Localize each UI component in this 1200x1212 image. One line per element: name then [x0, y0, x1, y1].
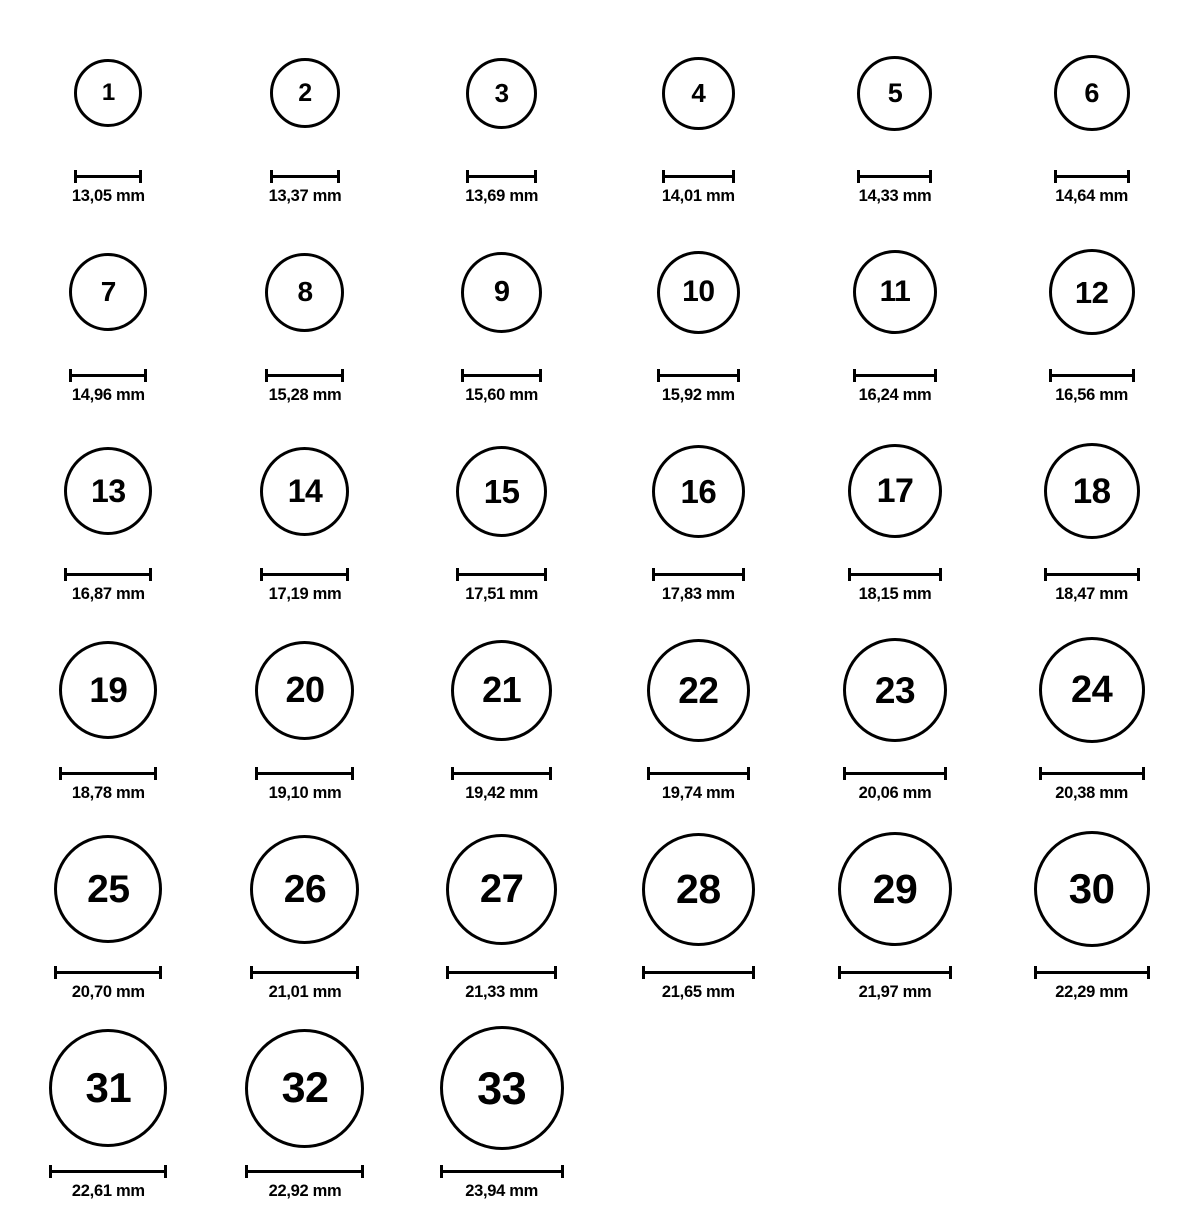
measure-cap-left	[49, 1165, 52, 1178]
diameter-measure-bar	[466, 170, 537, 182]
measure-cap-left	[64, 568, 67, 581]
ring-size-item	[265, 217, 344, 405]
ring-circle	[74, 59, 142, 127]
ring-size-item	[853, 217, 937, 405]
ring-size-number: 19	[89, 670, 128, 710]
measure-cap-left	[838, 966, 841, 979]
measure-cap-left	[250, 966, 253, 979]
diameter-label: 16,24 mm	[858, 386, 932, 404]
measure-cap-right	[154, 767, 157, 780]
measure-line	[662, 175, 735, 178]
ring-size-item	[1034, 814, 1150, 1002]
ring-size-item	[59, 615, 157, 803]
measure-cap-right	[346, 568, 349, 581]
measure-cap-left	[652, 568, 655, 581]
ring-circle	[1049, 249, 1135, 335]
ring-circle	[1054, 55, 1130, 131]
diameter-measure-bar	[848, 568, 942, 580]
diameter-measure-bar	[265, 369, 344, 381]
ring-circle	[69, 253, 147, 331]
ring-size-number: 10	[682, 275, 715, 308]
measure-line	[848, 573, 942, 576]
measure-line	[1034, 971, 1150, 974]
measure-cap-right	[164, 1165, 167, 1178]
ring-circle	[440, 1026, 564, 1150]
measure-line	[461, 374, 542, 377]
ring-circle-wrap	[446, 814, 557, 964]
measure-line	[843, 772, 947, 775]
ring-size-item	[642, 814, 755, 1002]
diameter-label: 23,94 mm	[465, 1182, 539, 1200]
diameter-label: 21,97 mm	[858, 983, 932, 1001]
ring-size-number: 6	[1084, 77, 1099, 108]
ring-circle	[1039, 637, 1145, 743]
diameter-label: 19,42 mm	[465, 784, 539, 802]
ring-size-number: 16	[680, 472, 717, 510]
ring-circle-wrap	[260, 416, 349, 566]
measure-cap-right	[939, 568, 942, 581]
ring-size-number: 13	[91, 473, 126, 509]
measure-cap-left	[260, 568, 263, 581]
ring-size-item	[451, 615, 552, 803]
measure-line	[838, 971, 952, 974]
measure-cap-left	[461, 369, 464, 382]
ring-size-number: 20	[285, 669, 325, 710]
measure-cap-right	[539, 369, 542, 382]
diameter-label: 20,70 mm	[71, 983, 145, 1001]
measure-cap-left	[265, 369, 268, 382]
diameter-label: 15,92 mm	[661, 386, 735, 404]
measure-cap-right	[337, 170, 340, 183]
measure-cap-right	[561, 1165, 564, 1178]
ring-circle	[647, 639, 750, 742]
measure-line	[64, 573, 152, 576]
diameter-measure-bar	[1054, 170, 1130, 182]
diameter-label: 14,33 mm	[858, 187, 932, 205]
diameter-measure-bar	[74, 170, 142, 182]
measure-cap-left	[69, 369, 72, 382]
measure-cap-left	[446, 966, 449, 979]
ring-circle-wrap	[461, 217, 542, 367]
measure-cap-left	[54, 966, 57, 979]
measure-cap-left	[270, 170, 273, 183]
measure-cap-left	[466, 170, 469, 183]
diameter-label: 16,56 mm	[1055, 386, 1129, 404]
ring-circle	[54, 835, 162, 943]
measure-cap-left	[1049, 369, 1052, 382]
ring-size-number: 31	[85, 1064, 132, 1111]
ring-size-item	[461, 217, 542, 405]
diameter-measure-bar	[49, 1165, 167, 1177]
ring-circle-wrap	[1044, 416, 1140, 566]
ring-size-number: 2	[298, 78, 312, 107]
measure-line	[255, 772, 354, 775]
ring-circle-wrap	[1054, 18, 1130, 168]
diameter-measure-bar	[857, 170, 932, 182]
ring-size-item	[72, 18, 145, 206]
ring-circle-wrap	[843, 615, 947, 765]
measure-cap-right	[737, 369, 740, 382]
ring-circle	[456, 446, 547, 537]
measure-cap-right	[554, 966, 557, 979]
diameter-measure-bar	[642, 966, 755, 978]
ring-circle	[857, 56, 932, 131]
measure-cap-right	[341, 369, 344, 382]
ring-size-number: 23	[874, 669, 916, 711]
measure-line	[466, 175, 537, 178]
diameter-measure-bar	[647, 767, 750, 779]
diameter-label: 13,69 mm	[465, 187, 539, 205]
diameter-measure-bar	[1049, 369, 1135, 381]
diameter-measure-bar	[843, 767, 947, 779]
ring-circle	[245, 1029, 364, 1148]
measure-cap-right	[144, 369, 147, 382]
measure-line	[857, 175, 932, 178]
ring-size-grid	[10, 18, 1190, 1212]
measure-cap-left	[857, 170, 860, 183]
ring-size-item	[657, 217, 740, 405]
ring-size-number: 14	[287, 473, 323, 509]
measure-cap-left	[451, 767, 454, 780]
diameter-label: 19,10 mm	[268, 784, 342, 802]
measure-cap-right	[549, 767, 552, 780]
measure-line	[265, 374, 344, 377]
ring-size-number: 27	[479, 867, 524, 911]
measure-cap-right	[356, 966, 359, 979]
diameter-measure-bar	[255, 767, 354, 779]
diameter-measure-bar	[270, 170, 340, 182]
ring-size-number: 26	[283, 867, 327, 911]
ring-size-item	[64, 416, 152, 604]
ring-size-item	[255, 615, 354, 803]
diameter-label: 21,65 mm	[661, 983, 735, 1001]
measure-cap-left	[647, 767, 650, 780]
ring-size-number: 28	[676, 865, 721, 912]
diameter-label: 21,01 mm	[268, 983, 342, 1001]
ring-size-item	[54, 814, 162, 1002]
diameter-measure-bar	[245, 1165, 364, 1177]
measure-cap-left	[255, 767, 258, 780]
ring-size-number: 7	[100, 276, 116, 307]
ring-size-number: 12	[1074, 274, 1109, 310]
diameter-measure-bar	[657, 369, 740, 381]
measure-line	[446, 971, 557, 974]
ring-size-number: 32	[281, 1063, 329, 1112]
ring-size-number: 29	[872, 865, 918, 912]
ring-circle-wrap	[255, 615, 354, 765]
ring-circle	[270, 58, 340, 128]
diameter-label: 21,33 mm	[465, 983, 539, 1001]
measure-cap-right	[351, 767, 354, 780]
measure-line	[657, 374, 740, 377]
measure-cap-left	[1054, 170, 1057, 183]
ring-circle	[848, 444, 942, 538]
diameter-measure-bar	[456, 568, 547, 580]
ring-size-number: 5	[887, 77, 903, 108]
diameter-measure-bar	[59, 767, 157, 779]
ring-size-item	[652, 416, 745, 604]
ring-circle	[250, 835, 359, 944]
ring-circle-wrap	[69, 217, 147, 367]
diameter-label: 13,37 mm	[268, 187, 342, 205]
ring-size-item	[269, 18, 342, 206]
measure-line	[49, 1170, 167, 1173]
diameter-label: 19,74 mm	[661, 784, 735, 802]
measure-cap-left	[456, 568, 459, 581]
diameter-label: 14,96 mm	[71, 386, 145, 404]
measure-cap-right	[139, 170, 142, 183]
ring-circle	[446, 834, 557, 945]
measure-line	[59, 772, 157, 775]
measure-cap-right	[732, 170, 735, 183]
diameter-label: 20,38 mm	[1055, 784, 1129, 802]
measure-line	[69, 374, 147, 377]
diameter-label: 17,51 mm	[465, 585, 539, 603]
diameter-measure-bar	[54, 966, 162, 978]
ring-circle	[265, 253, 344, 332]
ring-circle	[1034, 831, 1150, 947]
diameter-label: 22,92 mm	[268, 1182, 342, 1200]
diameter-label: 18,78 mm	[71, 784, 145, 802]
measure-cap-right	[1137, 568, 1140, 581]
diameter-measure-bar	[1034, 966, 1150, 978]
ring-circle-wrap	[1034, 814, 1150, 964]
diameter-label: 16,87 mm	[71, 585, 145, 603]
measure-cap-right	[1142, 767, 1145, 780]
ring-size-item	[250, 814, 359, 1002]
ring-size-item	[1054, 18, 1130, 206]
measure-cap-right	[1132, 369, 1135, 382]
measure-cap-right	[949, 966, 952, 979]
measure-cap-left	[59, 767, 62, 780]
ring-size-item	[662, 18, 735, 206]
ring-circle-wrap	[245, 1013, 364, 1163]
ring-size-number: 25	[87, 867, 130, 911]
ring-circle-wrap	[853, 217, 937, 367]
diameter-measure-bar	[69, 369, 147, 381]
measure-line	[1054, 175, 1130, 178]
diameter-label: 17,19 mm	[268, 585, 342, 603]
diameter-label: 22,29 mm	[1055, 983, 1129, 1001]
ring-size-number: 3	[494, 78, 509, 108]
ring-size-item	[1049, 217, 1135, 405]
measure-cap-left	[662, 170, 665, 183]
ring-size-item	[465, 18, 538, 206]
measure-line	[260, 573, 349, 576]
ring-circle-wrap	[451, 615, 552, 765]
ring-circle-wrap	[466, 18, 537, 168]
ring-circle-wrap	[838, 814, 952, 964]
ring-size-item	[49, 1013, 167, 1201]
diameter-label: 20,06 mm	[858, 784, 932, 802]
measure-cap-left	[853, 369, 856, 382]
measure-line	[853, 374, 937, 377]
ring-size-item	[843, 615, 947, 803]
diameter-label: 13,05 mm	[71, 187, 145, 205]
ring-size-number: 8	[297, 276, 313, 307]
ring-circle-wrap	[250, 814, 359, 964]
measure-line	[1049, 374, 1135, 377]
measure-line	[250, 971, 359, 974]
ring-circle	[642, 833, 755, 946]
measure-cap-right	[534, 170, 537, 183]
ring-circle	[255, 641, 354, 740]
ring-circle-wrap	[49, 1013, 167, 1163]
ring-circle	[64, 447, 152, 535]
ring-size-number: 21	[482, 669, 522, 710]
measure-cap-left	[245, 1165, 248, 1178]
ring-size-item	[838, 814, 952, 1002]
measure-cap-right	[929, 170, 932, 183]
ring-circle	[466, 58, 537, 129]
ring-circle	[657, 251, 740, 334]
measure-line	[647, 772, 750, 775]
measure-line	[642, 971, 755, 974]
diameter-label: 15,28 mm	[268, 386, 342, 404]
ring-circle-wrap	[440, 1013, 564, 1163]
ring-size-item	[260, 416, 349, 604]
ring-circle-wrap	[848, 416, 942, 566]
measure-cap-right	[544, 568, 547, 581]
measure-cap-right	[1127, 170, 1130, 183]
measure-line	[451, 772, 552, 775]
ring-size-item	[1044, 416, 1140, 604]
diameter-measure-bar	[1039, 767, 1145, 779]
measure-cap-right	[742, 568, 745, 581]
ring-size-item	[69, 217, 147, 405]
measure-cap-left	[848, 568, 851, 581]
ring-size-item	[848, 416, 942, 604]
ring-circle-wrap	[642, 814, 755, 964]
diameter-measure-bar	[451, 767, 552, 779]
diameter-measure-bar	[461, 369, 542, 381]
diameter-measure-bar	[853, 369, 937, 381]
ring-circle-wrap	[64, 416, 152, 566]
ring-circle	[662, 57, 735, 130]
measure-cap-left	[642, 966, 645, 979]
measure-cap-left	[1039, 767, 1042, 780]
ring-circle-wrap	[1049, 217, 1135, 367]
measure-cap-right	[944, 767, 947, 780]
measure-line	[456, 573, 547, 576]
measure-line	[74, 175, 142, 178]
ring-circle	[853, 250, 937, 334]
ring-circle-wrap	[1039, 615, 1145, 765]
diameter-measure-bar	[1044, 568, 1140, 580]
measure-line	[1044, 573, 1140, 576]
ring-circle-wrap	[857, 18, 932, 168]
diameter-label: 14,64 mm	[1055, 187, 1129, 205]
diameter-label: 14,01 mm	[661, 187, 735, 205]
ring-circle	[59, 641, 157, 739]
ring-circle-wrap	[54, 814, 162, 964]
measure-cap-right	[934, 369, 937, 382]
ring-size-number: 33	[477, 1062, 527, 1114]
ring-size-number: 4	[691, 78, 706, 108]
ring-size-item	[446, 814, 557, 1002]
ring-circle	[260, 447, 349, 536]
diameter-measure-bar	[662, 170, 735, 182]
ring-size-number: 1	[101, 79, 115, 106]
measure-cap-right	[361, 1165, 364, 1178]
ring-circle	[461, 252, 542, 333]
ring-circle	[838, 832, 952, 946]
ring-size-number: 18	[1072, 471, 1111, 511]
ring-circle-wrap	[652, 416, 745, 566]
ring-circle-wrap	[265, 217, 344, 367]
measure-cap-left	[74, 170, 77, 183]
diameter-measure-bar	[446, 966, 557, 978]
ring-circle	[1044, 443, 1140, 539]
measure-cap-left	[1044, 568, 1047, 581]
measure-line	[1039, 772, 1145, 775]
ring-size-number: 30	[1068, 865, 1115, 912]
measure-cap-left	[1034, 966, 1037, 979]
ring-size-number: 22	[678, 669, 719, 711]
ring-size-number: 17	[876, 472, 914, 510]
measure-line	[652, 573, 745, 576]
measure-line	[54, 971, 162, 974]
measure-cap-right	[747, 767, 750, 780]
ring-circle	[652, 445, 745, 538]
diameter-measure-bar	[250, 966, 359, 978]
ring-circle-wrap	[270, 18, 340, 168]
measure-line	[245, 1170, 364, 1173]
measure-cap-right	[159, 966, 162, 979]
diameter-measure-bar	[838, 966, 952, 978]
ring-circle-wrap	[662, 18, 735, 168]
ring-size-number: 15	[483, 472, 520, 510]
ring-circle-wrap	[59, 615, 157, 765]
ring-circle	[451, 640, 552, 741]
ring-size-item	[647, 615, 750, 803]
measure-line	[270, 175, 340, 178]
ring-size-number: 9	[493, 275, 510, 308]
diameter-measure-bar	[260, 568, 349, 580]
diameter-label: 17,83 mm	[661, 585, 735, 603]
ring-size-item	[440, 1013, 564, 1201]
ring-circle-wrap	[657, 217, 740, 367]
measure-cap-right	[1147, 966, 1150, 979]
measure-cap-left	[440, 1165, 443, 1178]
diameter-label: 18,15 mm	[858, 585, 932, 603]
measure-cap-right	[752, 966, 755, 979]
ring-circle-wrap	[647, 615, 750, 765]
ring-size-number: 11	[879, 275, 911, 308]
ring-size-item	[245, 1013, 364, 1201]
diameter-label: 15,60 mm	[465, 386, 539, 404]
measure-cap-left	[657, 369, 660, 382]
ring-size-item	[1039, 615, 1145, 803]
diameter-measure-bar	[440, 1165, 564, 1177]
ring-size-item	[857, 18, 932, 206]
measure-line	[440, 1170, 564, 1173]
ring-size-item	[456, 416, 547, 604]
ring-size-number: 24	[1071, 669, 1113, 711]
ring-circle-wrap	[456, 416, 547, 566]
ring-circle	[843, 638, 947, 742]
measure-cap-left	[843, 767, 846, 780]
diameter-measure-bar	[652, 568, 745, 580]
diameter-measure-bar	[64, 568, 152, 580]
ring-circle	[49, 1029, 167, 1147]
diameter-label: 22,61 mm	[71, 1182, 145, 1200]
ring-circle-wrap	[74, 18, 142, 168]
measure-cap-right	[149, 568, 152, 581]
diameter-label: 18,47 mm	[1055, 585, 1129, 603]
